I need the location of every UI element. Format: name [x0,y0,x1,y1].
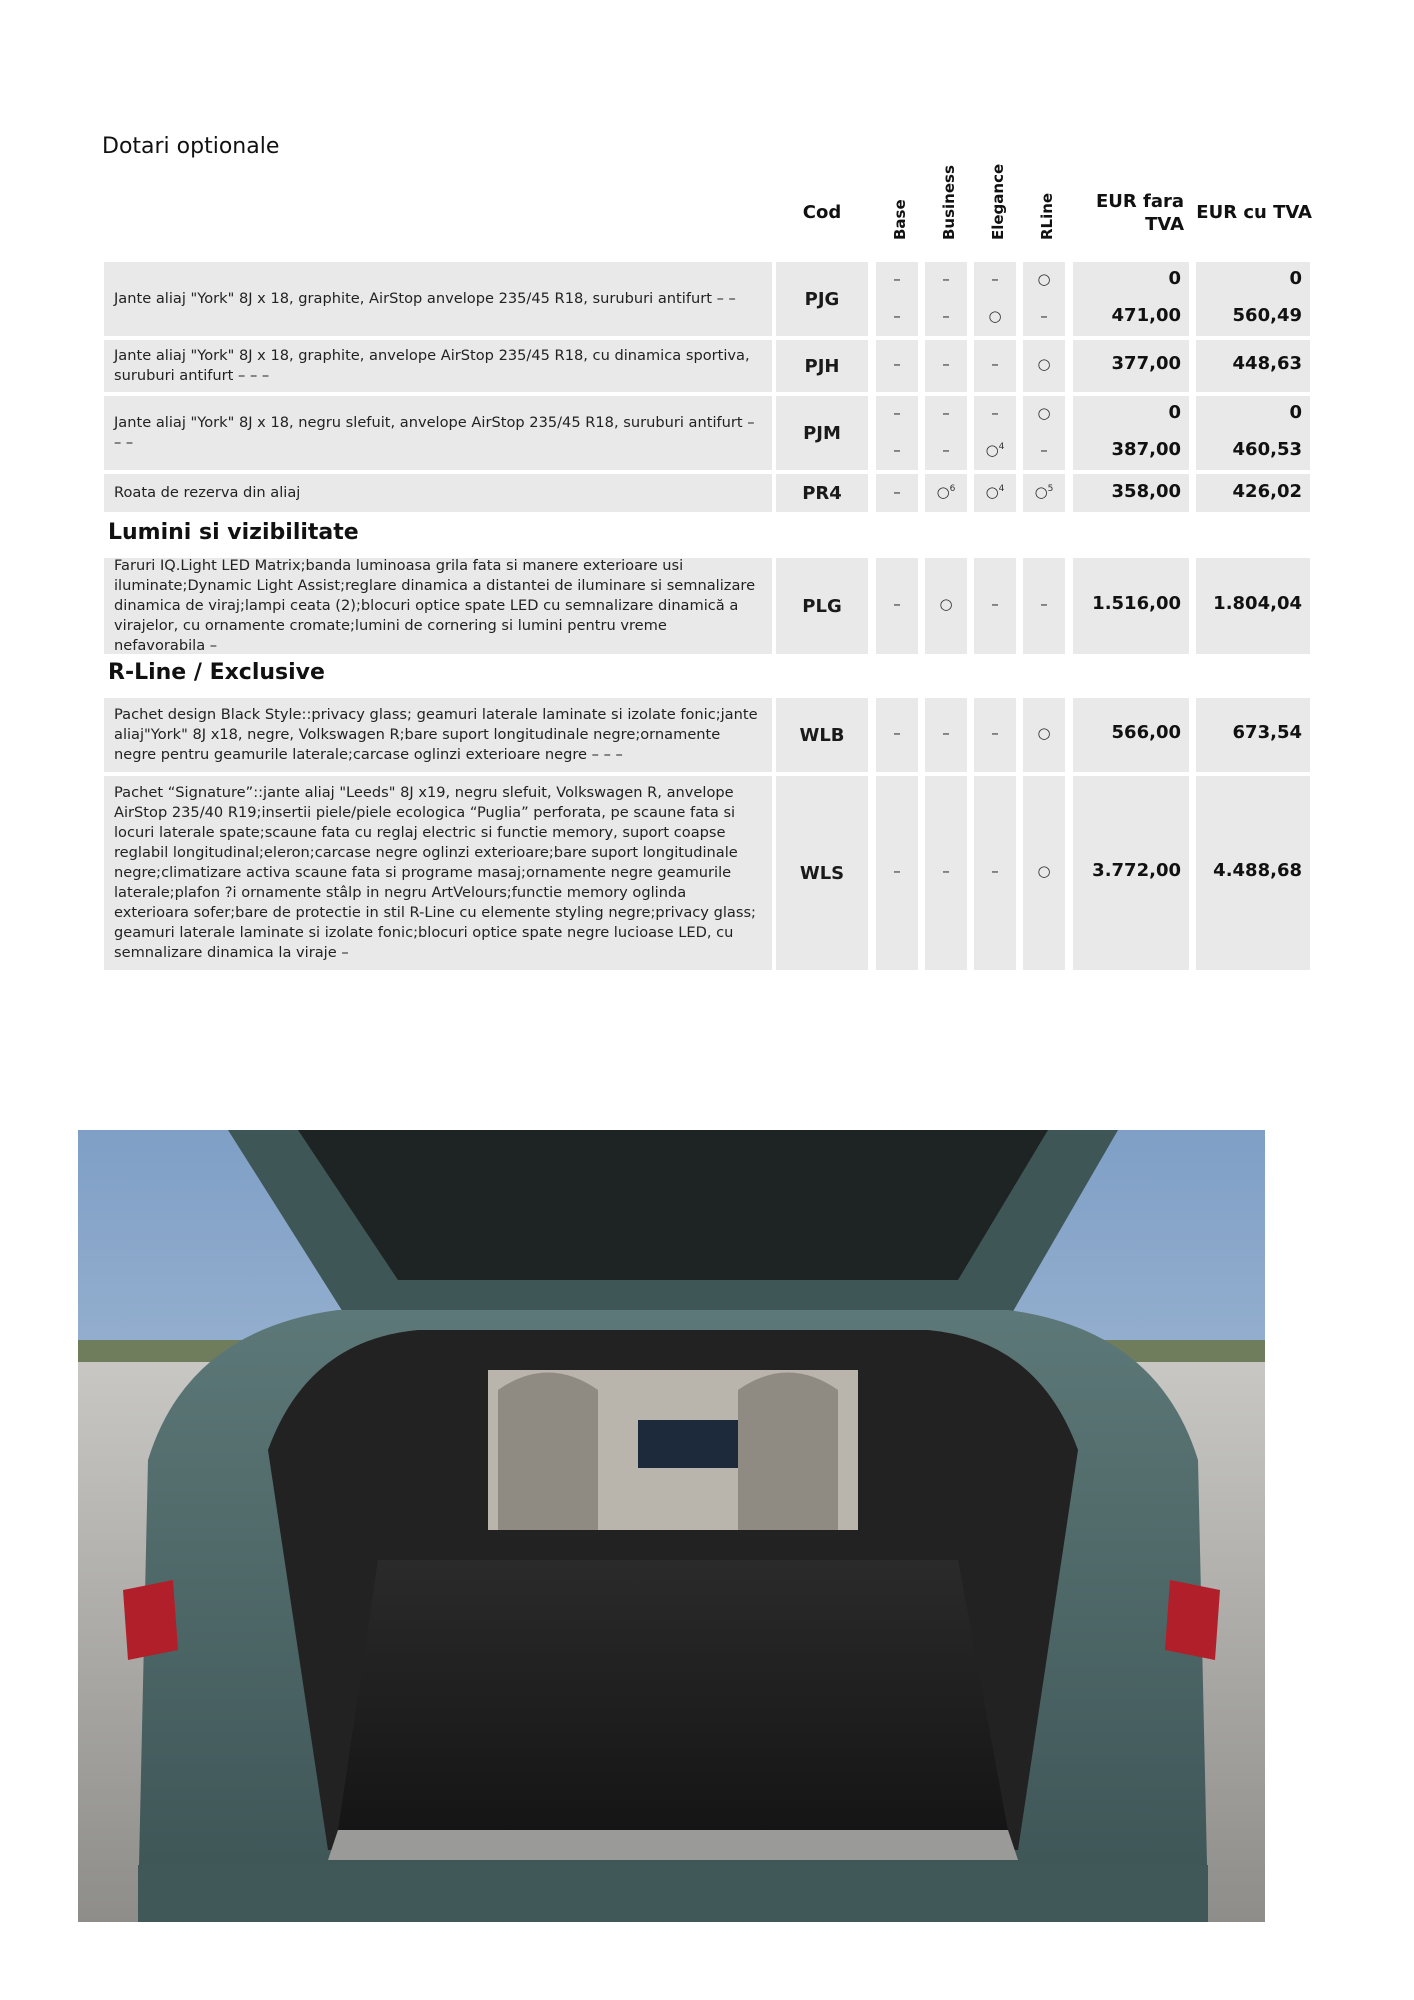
price-fara-tva: 0 387,00 [1073,396,1189,470]
option-base: – [876,474,918,512]
option-elegance: – [974,558,1016,654]
table-row-code: PJM [776,396,868,470]
price-cu-tva: 0 560,49 [1196,262,1310,336]
table-row-code: PJH [776,340,868,392]
option-rline: – [1023,558,1065,654]
price-cu-tva: 1.804,04 [1196,558,1310,654]
option-rline: ○ – [1023,262,1065,336]
option-base: – [876,776,918,970]
option-business: – [925,698,967,772]
table-row-description: Roata de rezerva din aliaj [104,474,772,512]
option-elegance: – [974,776,1016,970]
table-row-code: WLS [776,776,868,970]
header-elegance: Elegance [989,163,1007,240]
header-cod: Cod [802,202,842,223]
option-business: – [925,776,967,970]
table-row-description: Faruri IQ.Light LED Matrix;banda luminoasa grila fata si manere exterioare usi iluminate;Dynamic Light Assist;reglare dinamica a distantei de iluminare si semnalizare dinamica de viraj;lampi ceata (2);blocuri optice spate LED cu semnalizare dinamică a virajelor, cu ornamente cromate;lumini de cornering si lumini pentru vreme nefavorabila – [104,558,772,654]
header-base: Base [891,199,909,240]
car-trunk-photo [78,1130,1265,1922]
option-elegance: – [974,340,1016,392]
price-cu-tva: 0 460,53 [1196,396,1310,470]
option-rline: ○ [1023,698,1065,772]
price-fara-tva: 358,00 [1073,474,1189,512]
option-business: – – [925,396,967,470]
option-base: – – [876,396,918,470]
header-business: Business [940,165,958,240]
option-business: – [925,340,967,392]
option-business: ○$^6$ [925,474,967,512]
option-rline: ○ [1023,776,1065,970]
option-rline: ○ [1023,340,1065,392]
page-title: Dotari optionale [102,134,280,159]
price-fara-tva: 1.516,00 [1073,558,1189,654]
price-fara-tva: 3.772,00 [1073,776,1189,970]
option-business: – – [925,262,967,336]
table-row-code: PJG [776,262,868,336]
option-rline: ○ – [1023,396,1065,470]
header-eur-cu-tva: EUR cu TVA [1196,202,1312,223]
table-row-code: WLB [776,698,868,772]
option-elegance: – ○$^4$ [974,396,1016,470]
table-row-description: Jante aliaj "York" 8J x 18, graphite, anvelope AirStop 235/45 R18, cu dinamica sportiva, suruburi antifurt – – – [104,340,772,392]
price-fara-tva: 377,00 [1073,340,1189,392]
option-base: – – [876,262,918,336]
option-base: – [876,340,918,392]
price-fara-tva: 566,00 [1073,698,1189,772]
table-row-description: Pachet “Signature”::jante aliaj "Leeds" 8J x19, negru slefuit, Volkswagen R, anvelope AirStop 235/40 R19;insertii piele/piele ecologica “Puglia” perforata, pe scaune fata si locuri laterale spate;scaune fata cu reglaj electric si functie memory, suport coapse reglabil longitudinal;eleron;carcase negre oglinzi exterioare;bare suport longitudinale negre;climatizare activa scaune fata si programe masaj;ornamente negre geamurile laterale;plafon ?i ornamente stâlp in negru ArtVelours;functie memory oglinda exterioara sofer;bare de protectie in stil R-Line cu elemente styling negre;privacy glass; geamuri laterale laminate si izolate fonic;blocuri optice spate negre lucioase LED, cu semnalizare dinamica la viraje – [104,776,772,970]
header-rline: RLine [1038,192,1056,240]
option-base: – [876,698,918,772]
price-fara-tva: 0 471,00 [1073,262,1189,336]
price-cu-tva: 673,54 [1196,698,1310,772]
option-elegance: – ○ [974,262,1016,336]
option-elegance: – [974,698,1016,772]
price-cu-tva: 4.488,68 [1196,776,1310,970]
table-row-description: Jante aliaj "York" 8J x 18, graphite, AirStop anvelope 235/45 R18, suruburi antifurt – – [104,262,772,336]
option-elegance: ○$^4$ [974,474,1016,512]
section-heading-lumini: Lumini si vizibilitate [108,520,359,545]
table-row-code: PLG [776,558,868,654]
price-cu-tva: 448,63 [1196,340,1310,392]
section-heading-rline: R-Line / Exclusive [108,660,325,685]
table-row-description: Jante aliaj "York" 8J x 18, negru slefuit, anvelope AirStop 235/45 R18, suruburi antifurt – – – [104,396,772,470]
header-eur-fara-tva: EUR fara TVA [1095,191,1184,235]
option-base: – [876,558,918,654]
option-business: ○ [925,558,967,654]
price-cu-tva: 426,02 [1196,474,1310,512]
table-row-description: Pachet design Black Style::privacy glass; geamuri laterale laminate si izolate fonic;jante aliaj"York" 8J x18, negre, Volkswagen R;bare suport longitudinale negre;ornamente negre pentru geamurile laterale;carcase oglinzi exterioare negre – – – [104,698,772,772]
table-row-code: PR4 [776,474,868,512]
option-rline: ○$^5$ [1023,474,1065,512]
